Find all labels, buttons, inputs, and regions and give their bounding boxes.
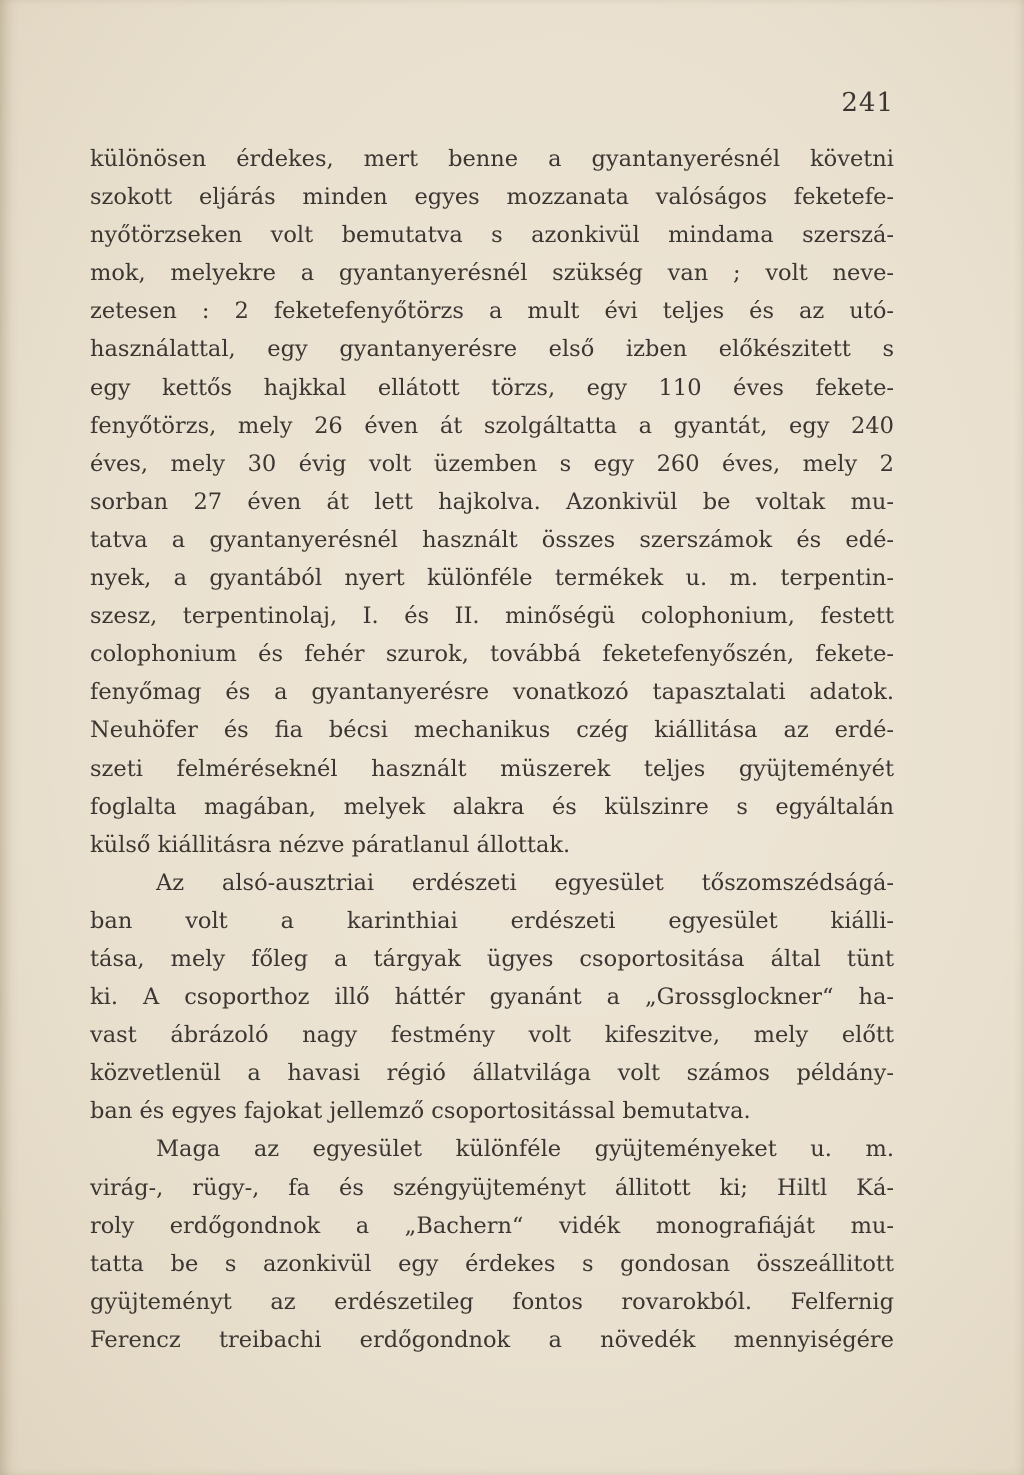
text-line: vast ábrázoló nagy festmény volt kifeszitve, mely előtt bbox=[90, 1022, 894, 1049]
text-line: használattal, egy gyantanyerésre első izben előkészitett s bbox=[90, 336, 894, 363]
text-line: tatva a gyantanyerésnél használt összes szerszámok és edé- bbox=[90, 526, 894, 553]
text-line: gyüjteményt az erdészetileg fontos rovarokból. Felfernig bbox=[90, 1288, 894, 1315]
text-line: mok, melyekre a gyantanyerésnél szükség van ; volt neve- bbox=[90, 260, 894, 287]
body-text bbox=[90, 140, 894, 1359]
text-line: különösen érdekes, mert benne a gyantanyerésnél követni bbox=[90, 146, 894, 172]
text-line: szokott eljárás minden egyes mozzanata valóságos feketefe- bbox=[90, 184, 894, 211]
text-line: tatta be s azonkivül egy érdekes s gondosan összeállitott bbox=[90, 1250, 894, 1277]
text-line: roly erdőgondnok a „Bachern“ vidék monografiáját mu- bbox=[90, 1212, 894, 1239]
text-line: éves, mely 30 évig volt üzemben s egy 260 éves, mely 2 bbox=[90, 450, 894, 477]
text-line: közvetlenül a havasi régió állatvilága volt számos példány- bbox=[90, 1060, 894, 1087]
text-line: külső kiállitásra nézve páratlanul állottak. bbox=[90, 831, 571, 858]
text-line: szeti felméréseknél használt müszerek teljes gyüjteményét bbox=[90, 755, 894, 782]
text-line: Neuhöfer és fia bécsi mechanikus czég kiállitása az erdé- bbox=[90, 717, 894, 744]
text-line: Maga az egyesület különféle gyüjteményeket u. m. bbox=[156, 1136, 894, 1163]
text-line: sorban 27 éven át lett hajkolva. Azonkivül be voltak mu- bbox=[90, 488, 894, 515]
text-line: virág-, rügy-, fa és széngyüjteményt állitott ki; Hiltl Ká- bbox=[90, 1174, 894, 1201]
text-line: ban volt a karinthiai erdészeti egyesület kiálli- bbox=[90, 907, 894, 934]
text-line: tása, mely főleg a tárgyak ügyes csoportositása által tünt bbox=[90, 945, 894, 972]
text-line: szesz, terpentinolaj, I. és II. minőségü colophonium, festett bbox=[90, 603, 894, 630]
text-line: Ferencz treibachi erdőgondnok a növedék mennyiségére bbox=[90, 1326, 894, 1353]
text-line: zetesen : 2 feketefenyőtörzs a mult évi teljes és az utó- bbox=[90, 298, 894, 325]
text-line: ban és egyes fajokat jellemző csoportositással bemutatva. bbox=[90, 1098, 751, 1125]
text-line: ki. A csoporthoz illő háttér gyanánt a „Grossglockner“ ha- bbox=[90, 984, 894, 1011]
text-line: colophonium és fehér szurok, továbbá feketefenyőszén, fekete- bbox=[90, 641, 894, 668]
text-line: nyek, a gyantából nyert különféle termékek u. m. terpentin- bbox=[90, 565, 894, 592]
text-line: nyőtörzseken volt bemutatva s azonkivül mindama szerszá- bbox=[90, 222, 894, 249]
text-line: fenyőtörzs, mely 26 éven át szolgáltatta a gyantát, egy 240 bbox=[90, 412, 894, 439]
text-line: foglalta magában, melyek alakra és külszinre s egyáltalán bbox=[90, 793, 894, 820]
page-number: 241 bbox=[841, 88, 894, 118]
text-line: fenyőmag és a gyantanyerésre vonatkozó tapasztalati adatok. bbox=[90, 679, 894, 706]
text-line: egy kettős hajkkal ellátott törzs, egy 110 éves fekete- bbox=[90, 374, 894, 401]
text-line: Az alsó-ausztriai erdészeti egyesület tőszomszédságá- bbox=[156, 869, 894, 896]
